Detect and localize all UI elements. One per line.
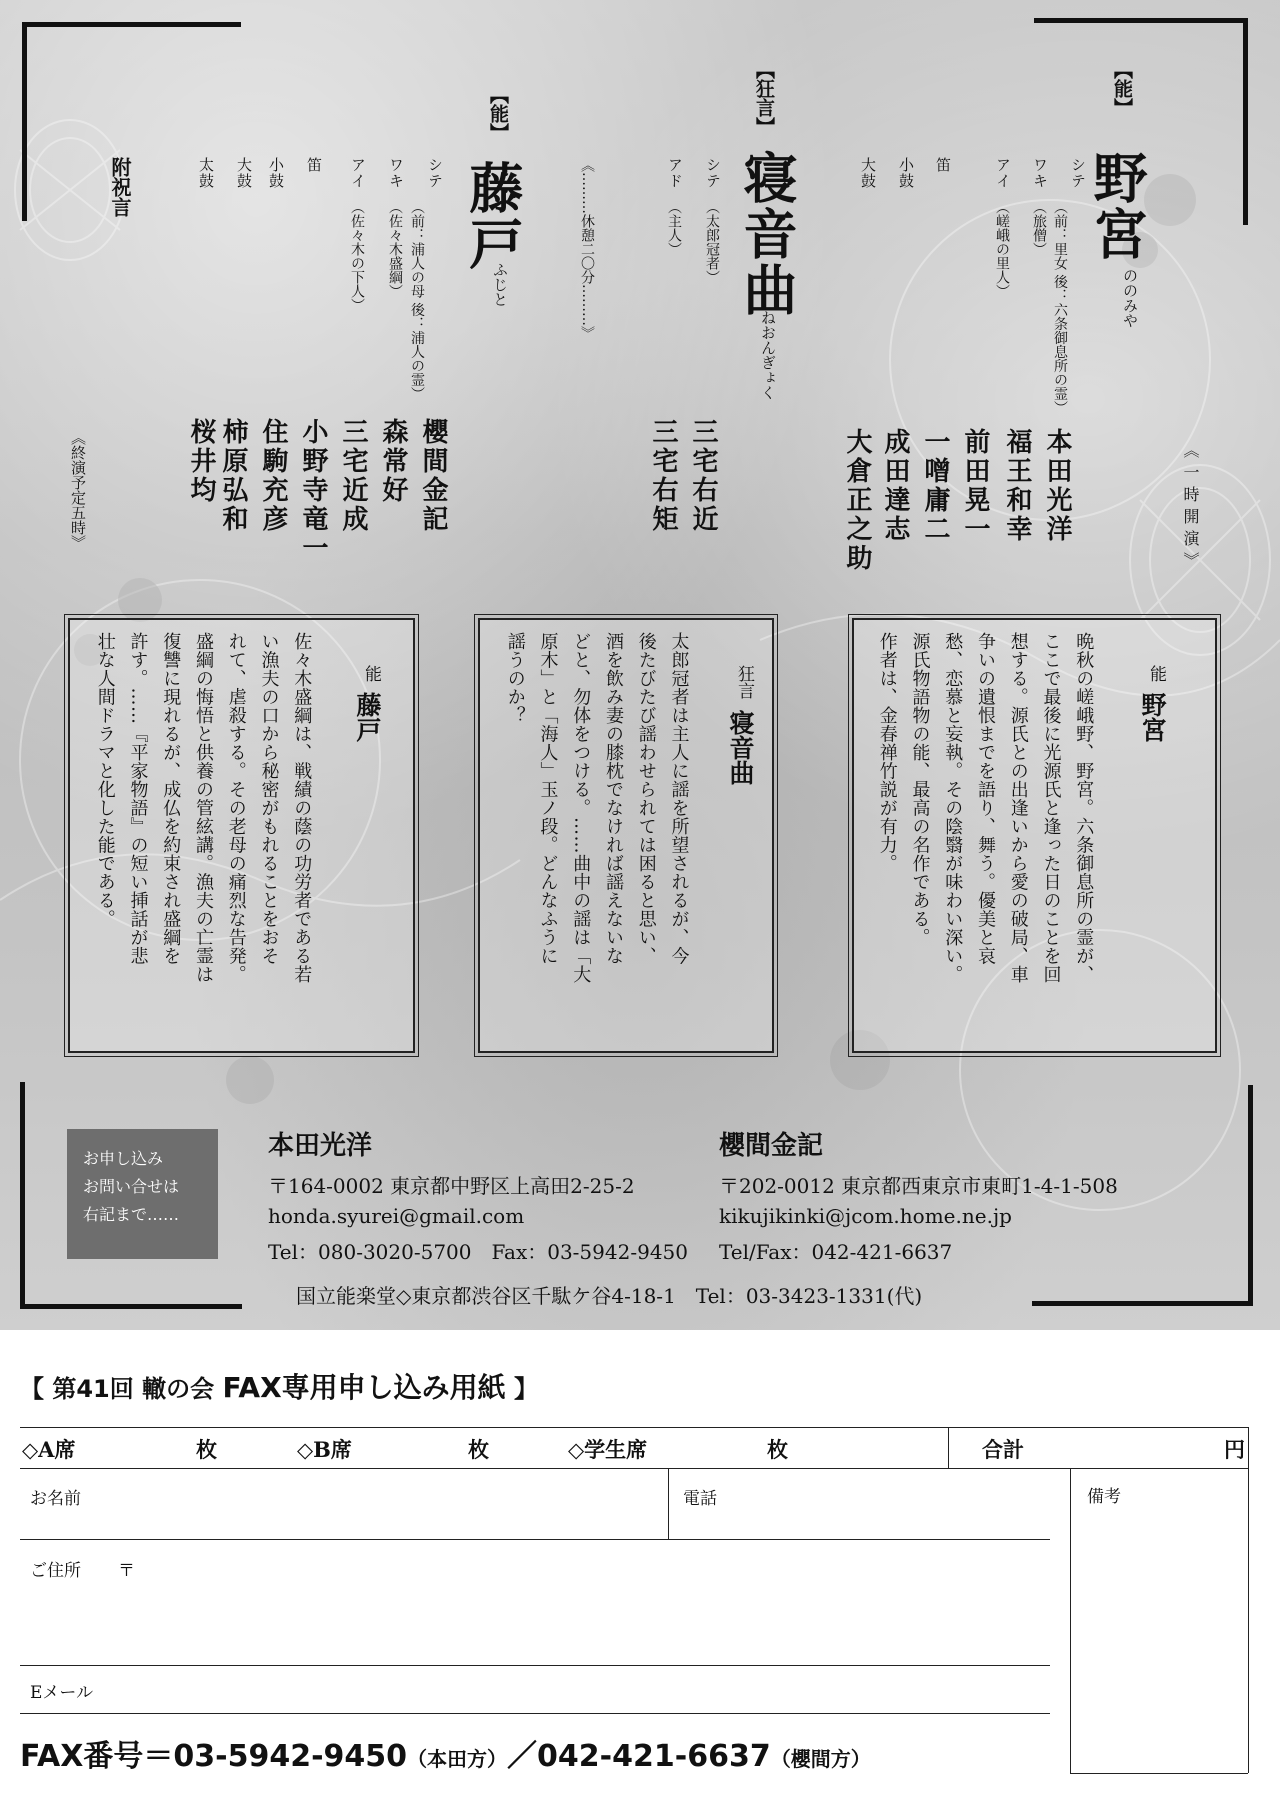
program-tag-fujito: 【能】 (487, 85, 509, 142)
synopsis-line: れて、虐殺する。その老母の痛烈な告発。 (225, 632, 247, 984)
role-kotsuzumi-nonomiya: 小鼓 (897, 157, 915, 189)
role-shite-neongyoku: シテ (704, 157, 722, 189)
seat-student-unit: 枚 (767, 1437, 788, 1462)
performer-fujito-fue: 小野寺竜一 (298, 418, 328, 563)
synopsis-line: どと、勿体をつける。……曲中の謡は「大 (570, 632, 592, 984)
form-divider-notes (1070, 1469, 1071, 1774)
seat-b-label: ◇B席 (297, 1437, 352, 1462)
program-title-fujito: 藤戸 (461, 160, 525, 272)
synopsis-line: 原木」と「海人」玉ノ段。どんなふうに (537, 632, 559, 965)
role-fue-nonomiya: 笛 (934, 157, 952, 173)
role-waki-nonomiya-detail: （旅僧） (1031, 200, 1047, 256)
contact-label-line: お申し込み (83, 1149, 164, 1168)
synopsis-tag-nonomiya: 能 (1146, 665, 1166, 682)
synopsis-line: い漁夫の口から秘密がもれることをおそ (258, 632, 280, 965)
seat-a-unit: 枚 (196, 1437, 217, 1462)
synopsis-line: 作者は、金春禅竹説が有力。 (876, 632, 898, 873)
seat-a-label: ◇A席 (22, 1437, 76, 1462)
performer-fujito-waki: 森常好 (378, 418, 408, 505)
form-line-name (20, 1539, 1050, 1540)
synopsis-title-fujito: 藤戸 (353, 692, 382, 742)
role-taiko-fujito: 太鼓 (197, 157, 215, 189)
performer-nonomiya-waki: 福王和幸 (1002, 428, 1032, 544)
synopsis-line: 壮な人間ドラマと化した能である。 (94, 632, 116, 928)
fax-number-line (20, 1731, 871, 1775)
synopsis-line: 想する。源氏との出逢いから愛の破局、車 (1007, 632, 1029, 984)
program-reading-neongyoku: ねおんぎょく (759, 310, 777, 400)
role-shite-fujito: シテ (426, 157, 444, 189)
role-waki-nonomiya: ワキ (1031, 157, 1049, 189)
form-title-bracket-open: 【 (20, 1375, 44, 1403)
contact-sakurama-name: 櫻間金記 (719, 1131, 824, 1161)
role-ado-neongyoku-detail: （主人） (666, 200, 682, 256)
performer-nonomiya-kotsuzumi: 成田達志 (880, 428, 910, 544)
synopsis-title-neongyoku: 寝音曲 (726, 710, 755, 785)
contact-label-line: お問い合せは (83, 1177, 180, 1196)
performer-nonomiya-fue: 一噌庸二 (920, 428, 950, 544)
synopsis-line: 謡うのか？ (504, 632, 526, 725)
name-label: お名前 (30, 1489, 81, 1509)
synopsis-line: 復讐に現れるが、成仏を約束され盛綱を (160, 632, 182, 965)
contact-honda-phone: Tel：080-3020-5700 Fax：03-5942-9450 (268, 1240, 688, 1264)
form-line-bottom (1070, 1773, 1248, 1774)
synopsis-line: 争いの遺恨までを語り、舞う。優美と哀 (975, 632, 996, 965)
program-title-neongyoku: 寝音曲 (735, 150, 799, 318)
form-line-email (20, 1713, 1050, 1714)
program-reading-nonomiya: ののみや (1121, 268, 1139, 328)
contact-honda-email[interactable]: honda.syurei@gmail.com (268, 1204, 525, 1228)
performer-fujito-ai: 三宅近成 (338, 418, 368, 534)
synopsis-line: 太郎冠者は主人に謡を所望されるが、今 (668, 632, 690, 965)
contact-honda-name: 本田光洋 (268, 1131, 373, 1161)
seat-b-unit: 枚 (468, 1437, 489, 1462)
synopsis-line: 盛綱の悔悟と供養の管絃講。漁夫の亡霊は (193, 632, 214, 984)
contact-sakurama-address: 〒202-0012 東京都西東京市東町1-4-1-508 (719, 1174, 1118, 1198)
contact-honda-address: 〒164-0002 東京都中野区上高田2-25-2 (268, 1174, 635, 1198)
form-title-bracket-close: 】 (514, 1375, 539, 1403)
synopsis-line: 後たびたび謡わせられては困ると思い、 (635, 632, 657, 965)
performer-fujito-kotsuzumi: 住駒充彦 (258, 418, 288, 534)
role-ai-nonomiya: アイ (994, 157, 1012, 189)
synopsis-text-nonomiya (870, 632, 1099, 1032)
synopsis-text-fujito (88, 632, 317, 1032)
fax-number-honda: FAX番号＝03-5942-9450 (20, 1739, 408, 1774)
role-otsuzumi-nonomiya: 大鼓 (859, 157, 877, 189)
role-ai-fujito: アイ (349, 157, 367, 189)
form-divider-phone (668, 1469, 669, 1539)
role-shite-neongyoku-detail: （太郎冠者） (704, 200, 720, 284)
phone-label: 電話 (683, 1489, 717, 1509)
performer-neongyoku-ado: 三宅右矩 (648, 418, 678, 534)
synopsis-line: 愁、恋慕と妄執。その陰翳が味わい深い。 (942, 632, 964, 984)
address-label: ご住所 (30, 1561, 81, 1581)
synopsis-line: ここで最後に光源氏と逢った日のことを回 (1040, 632, 1062, 984)
role-ado-neongyoku: アド (666, 157, 684, 189)
performer-fujito-otsuzumi: 柿原弘和 (218, 418, 248, 534)
total-label: 合計 (982, 1437, 1024, 1462)
role-kotsuzumi-fujito: 小鼓 (267, 157, 285, 189)
fax-sakurama-note: （櫻間方） (770, 1747, 871, 1771)
form-divider-total (948, 1428, 949, 1468)
venue-line: 国立能楽堂◇東京都渋谷区千駄ケ谷4-18-1 Tel：03-3423-1331(代) (296, 1284, 923, 1308)
program-tag-nonomiya: 【能】 (1111, 60, 1133, 117)
synopsis-line: 源氏物語物の能、最高の名作である。 (909, 632, 931, 947)
role-otsuzumi-fujito: 大鼓 (235, 157, 253, 189)
synopsis-tag-neongyoku: 狂言 (734, 665, 754, 699)
role-ai-fujito-detail: （佐々木の下人） (349, 200, 365, 312)
role-ai-nonomiya-detail: （嵯峨の里人） (994, 200, 1010, 298)
form-line-top (20, 1427, 1248, 1428)
program-reading-fujito: ふじと (491, 262, 509, 307)
performer-nonomiya-shite: 本田光洋 (1042, 428, 1072, 544)
form-title (20, 1366, 538, 1406)
synopsis-line: 許す。……『平家物語』の短い挿話が悲 (127, 632, 149, 965)
performer-nonomiya-ai: 前田晃一 (960, 428, 990, 544)
performer-fujito-shite: 櫻間金記 (418, 418, 448, 534)
end-time: 《終演予定五時》 (69, 430, 87, 550)
role-shite-nonomiya-detail: （前：里女 後：六条御息所の霊） (1052, 200, 1068, 415)
intermission-note: 《………休憩二〇分………》 (579, 158, 595, 340)
seat-student-label: ◇学生席 (568, 1437, 648, 1462)
synopsis-line: 佐々木盛綱は、戦績の蔭の功労者である若 (291, 632, 313, 984)
role-shite-fujito-detail: （前：浦人の母 後：浦人の霊） (409, 200, 425, 401)
role-fue-fujito: 笛 (305, 157, 323, 173)
fax-number-sakurama: ／042-421-6637 (507, 1739, 771, 1774)
synopsis-text-neongyoku (498, 632, 695, 1032)
contact-label (67, 1129, 218, 1259)
form-line-seats (20, 1468, 1248, 1469)
closing-shugen: 附祝言 (108, 157, 132, 217)
role-waki-fujito: ワキ (387, 157, 405, 189)
fax-honda-note: （本田方） (407, 1747, 508, 1771)
synopsis-title-nonomiya: 野宮 (1138, 692, 1167, 742)
notes-label: 備考 (1087, 1487, 1121, 1507)
role-waki-fujito-detail: （佐々木盛綱） (387, 200, 403, 298)
total-yen: 円 (1224, 1437, 1245, 1462)
form-line-right (1248, 1427, 1249, 1773)
role-shite-nonomiya: シテ (1069, 157, 1087, 189)
performance-time: 《一時開演》 (1181, 442, 1200, 574)
form-line-address (20, 1665, 1050, 1666)
contact-sakurama-phone: Tel/Fax：042-421-6637 (719, 1240, 953, 1264)
performer-neongyoku-shite: 三宅右近 (688, 418, 718, 534)
synopsis-line: 晩秋の嵯峨野、野宮。六条御息所の霊が、 (1073, 632, 1095, 984)
contact-sakurama-email[interactable]: kikujikinki@jcom.home.ne.jp (719, 1204, 1012, 1228)
performer-nonomiya-otsuzumi: 大倉正之助 (842, 428, 872, 573)
postal-mark: 〒 (118, 1561, 135, 1581)
synopsis-tag-fujito: 能 (361, 665, 381, 682)
email-label: Eメール (30, 1683, 94, 1703)
program-tag-neongyoku: 【狂言】 (753, 60, 775, 136)
synopsis-line: 酒を飲み妻の膝枕でなければ謡えないな (603, 632, 624, 965)
form-title-session: 第41回 轍の会 (52, 1375, 215, 1403)
program-title-nonomiya: 野宮 (1085, 150, 1149, 262)
performer-fujito-taiko: 桜井均 (186, 418, 216, 505)
form-title-main: FAX専用申し込み用紙 (222, 1371, 506, 1404)
contact-label-line: 右記まで…… (83, 1205, 180, 1224)
